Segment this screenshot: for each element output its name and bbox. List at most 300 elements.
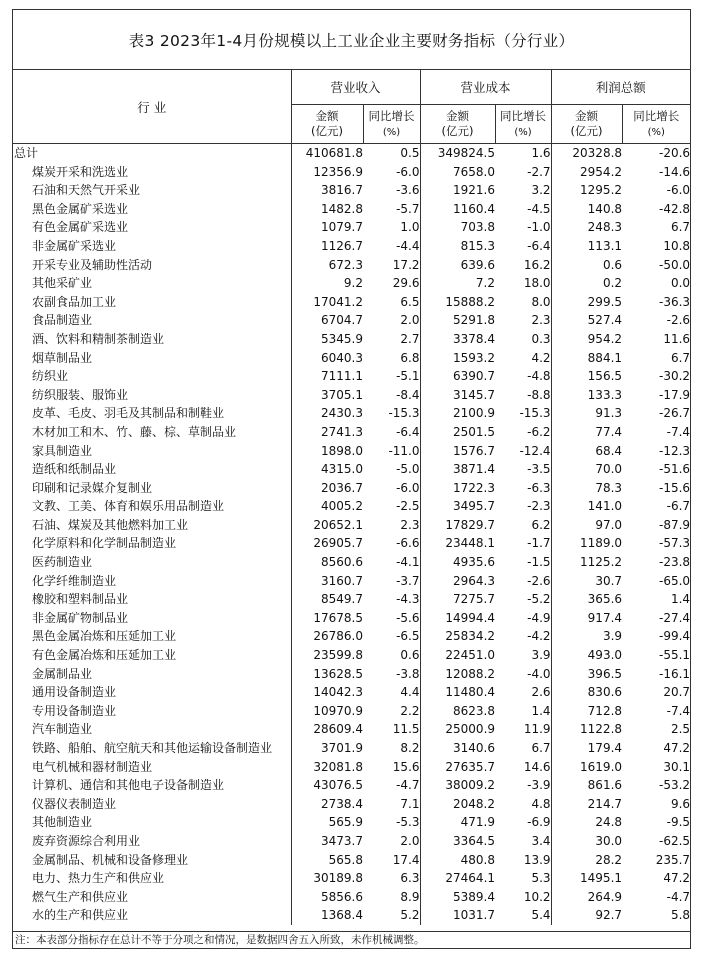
cell-profit: 77.4 [551,423,622,442]
industry-name: 化学原料和化学制品制造业 [13,534,291,553]
cell-profit: 0.2 [551,274,622,293]
table-row [13,274,690,293]
industry-name: 煤炭开采和洗选业 [13,163,291,182]
table-row [13,795,690,814]
cell-cost-growth: 6.7 [531,741,551,755]
cell-profit: 68.4 [551,442,622,461]
cell-profit-growth: 1.4 [670,592,691,607]
cell-profit: 30.0 [551,832,622,851]
table-row [13,181,690,200]
cell-profit-growth: -7.4 [666,424,691,439]
cell-rev-growth: -15.3 [388,406,420,421]
industry-name: 有色金属冶炼和压延加工业 [13,646,291,665]
cell-rev: 1482.8 [321,201,363,216]
cell-profit: 97.0 [551,516,622,535]
industry-name: 食品制造业 [13,311,291,330]
cell-cost-growth: -4.2 [527,629,551,644]
cell-profit-growth: -15.6 [658,480,691,495]
cell-cost-growth: 1.4 [531,703,551,718]
table-row [13,516,690,535]
revenue-amount-header: 金额 (亿元) [291,105,363,144]
cell-profit-growth: 0.0 [670,276,691,291]
cell-cost: 5291.8 [420,311,495,330]
cell-rev: 30189.8 [313,871,363,886]
table-row [13,404,690,423]
cell-cost: 25000.9 [420,720,495,739]
cell-rev: 5856.6 [321,889,363,904]
cell-rev-growth: -6.4 [396,424,420,439]
cell-rev-growth: -5.3 [396,815,420,830]
cell-rev-growth: 8.9 [400,889,420,904]
cell-rev: 26905.7 [313,536,363,551]
cell-cost: 3140.6 [420,739,495,758]
cell-profit: 396.5 [551,665,622,684]
cell-cost-growth: 5.4 [531,908,551,923]
cell-cost: 349824.5 [420,144,495,163]
cell-profit-growth: -2.6 [666,313,691,328]
cell-rev: 2738.4 [321,796,363,811]
cell-rev-growth: 2.0 [400,833,420,848]
cell-rev: 565.9 [328,815,363,830]
cell-rev-growth: 7.1 [400,796,420,811]
table-row [13,497,690,516]
industry-name: 其他采矿业 [13,274,291,293]
table-row [13,776,690,795]
cell-profit: 133.3 [551,386,622,405]
cell-profit-growth: -4.7 [666,889,691,904]
cell-cost: 12088.2 [420,665,495,684]
cell-cost-growth: -12.4 [519,443,551,458]
industry-name: 纺织服装、服饰业 [13,386,291,405]
table-row [13,832,690,851]
table-row [13,330,690,349]
footnote: 注：本表部分指标存在总计不等于分项之和情况，是数据四舍五入所致，未作机械调整。 [13,931,690,948]
cell-rev: 17041.2 [313,294,363,309]
cell-cost: 1031.7 [420,906,495,925]
cell-rev: 1079.7 [321,220,363,235]
table-row [13,218,690,237]
cell-rev: 13628.5 [313,666,363,681]
industry-name: 仪器仪表制造业 [13,795,291,814]
cell-cost-growth: -6.9 [527,815,551,830]
cell-cost: 2048.2 [420,795,495,814]
cell-profit: 92.7 [551,906,622,925]
cell-rev: 20652.1 [313,517,363,532]
cell-rev-growth: -4.1 [396,555,420,570]
cell-cost: 2501.5 [420,423,495,442]
industry-name: 农副食品加工业 [13,293,291,312]
cell-rev-growth: 6.8 [400,350,420,365]
cell-profit: 28.2 [551,851,622,870]
cell-profit-growth: 47.2 [663,741,691,755]
table-row [13,367,690,386]
cell-profit: 78.3 [551,479,622,498]
industry-name: 烟草制品业 [13,349,291,368]
cell-rev: 5345.9 [321,331,363,346]
cell-rev: 2430.3 [321,406,363,421]
cell-rev: 410681.8 [305,146,363,160]
profit-amount-header: 金额 (亿元) [551,105,622,144]
cell-rev-growth: -4.3 [396,592,420,607]
table-row [13,163,690,182]
cell-profit-growth: -57.3 [658,536,691,551]
cell-profit-growth: -6.0 [666,183,691,198]
cell-rev: 4005.2 [321,499,363,514]
cell-profit-growth: -53.2 [658,778,691,793]
table-row [13,386,690,405]
cell-cost-growth: 11.9 [523,722,551,737]
cell-profit: 156.5 [551,367,622,386]
industry-name: 计算机、通信和其他电子设备制造业 [13,776,291,795]
cell-profit-growth: -51.6 [658,462,691,477]
cell-cost: 5389.4 [420,888,495,907]
cell-cost-growth: -3.5 [527,462,551,477]
cell-cost: 8623.8 [420,702,495,721]
cell-rev-growth: -5.0 [396,462,420,477]
industry-name: 文教、工美、体育和娱乐用品制造业 [13,497,291,516]
cell-profit: 20328.8 [551,144,622,163]
cell-rev-growth: 1.0 [400,220,420,235]
table-row [13,720,690,739]
table-row [13,813,690,832]
cell-profit-growth: 5.8 [670,908,691,923]
table-row [13,460,690,479]
cell-cost: 1722.3 [420,479,495,498]
cell-rev: 8549.7 [321,592,363,607]
cell-profit-growth: -17.9 [658,387,691,402]
table-row [13,423,690,442]
industry-name: 金属制品、机械和设备修理业 [13,851,291,870]
table-row [13,237,690,256]
cell-cost-growth: -2.3 [527,499,551,514]
cell-rev-growth: -4.7 [396,778,420,793]
cell-cost-growth: -8.8 [527,387,551,402]
financial-table [13,70,690,925]
table-row [13,758,690,777]
cell-profit: 140.8 [551,200,622,219]
table-row [13,627,690,646]
table-row [13,851,690,870]
cell-profit: 712.8 [551,702,622,721]
cell-cost: 4935.6 [420,553,495,572]
cell-profit-growth: -50.0 [658,257,691,272]
cell-rev: 1368.4 [321,908,363,923]
cell-profit-growth: 30.1 [663,759,691,774]
industry-name: 皮革、毛皮、羽毛及其制品和制鞋业 [13,404,291,423]
cell-rev-growth: 2.3 [400,517,420,532]
cell-cost-growth: 5.3 [531,871,551,886]
cell-rev-growth: -11.0 [388,443,420,458]
cell-rev: 26786.0 [313,629,363,644]
cell-profit: 527.4 [551,311,622,330]
industry-name: 非金属矿物制品业 [13,609,291,628]
cell-profit: 365.6 [551,590,622,609]
table-row [13,442,690,461]
cell-profit-growth: -42.8 [658,201,691,216]
cell-rev: 3816.7 [321,183,363,198]
cell-profit: 141.0 [551,497,622,516]
cell-profit-growth: -14.6 [658,164,691,179]
table-row [13,200,690,219]
cell-rev-growth: 17.2 [392,257,420,272]
cell-profit: 830.6 [551,683,622,702]
industry-name: 化学纤维制造业 [13,572,291,591]
cell-rev: 3160.7 [321,573,363,588]
cell-profit-growth: -20.6 [658,146,691,160]
cell-rev-growth: -5.7 [396,201,420,216]
industry-name: 通用设备制造业 [13,683,291,702]
table-row [13,590,690,609]
table-row [13,479,690,498]
cell-rev: 3705.1 [321,387,363,402]
cell-profit-growth: -23.8 [658,555,691,570]
cell-rev-growth: -3.6 [396,183,420,198]
cell-cost-growth: 13.9 [523,852,551,867]
cell-rev-growth: 11.5 [392,722,420,737]
cell-profit: 1122.8 [551,720,622,739]
cell-profit: 179.4 [551,739,622,758]
cell-profit-growth: 10.8 [663,238,691,253]
cell-cost-growth: -2.6 [527,573,551,588]
cell-cost-growth: 2.3 [531,313,551,328]
cell-profit-growth: 47.2 [663,871,691,886]
cell-cost: 27464.1 [420,869,495,888]
cell-cost: 22451.0 [420,646,495,665]
cell-cost-growth: -6.3 [527,480,551,495]
cell-cost: 11480.4 [420,683,495,702]
cell-cost-growth: -6.2 [527,424,551,439]
cell-cost: 3871.4 [420,460,495,479]
industry-name: 木材加工和木、竹、藤、棕、草制品业 [13,423,291,442]
cell-rev: 10970.9 [313,703,363,718]
cell-cost-growth: 3.4 [531,833,551,848]
industry-name: 非金属矿采选业 [13,237,291,256]
table-row [13,888,690,907]
cell-profit: 861.6 [551,776,622,795]
cell-profit: 264.9 [551,888,622,907]
cell-profit-growth: 6.7 [670,350,691,365]
cell-rev: 4315.0 [321,462,363,477]
cell-profit-growth: -26.7 [658,406,691,421]
table-row [13,739,690,758]
industry-name: 印刷和记录媒介复制业 [13,479,291,498]
industry-name: 汽车制造业 [13,720,291,739]
cell-cost: 38009.2 [420,776,495,795]
cell-profit-growth: 235.7 [655,852,691,867]
industry-name: 家具制造业 [13,442,291,461]
industry-name: 燃气生产和供应业 [13,888,291,907]
cell-rev: 2741.3 [321,424,363,439]
table-row [13,683,690,702]
cell-rev-growth: 0.5 [400,146,420,160]
cell-rev-growth: 6.5 [400,294,420,309]
cell-cost: 15888.2 [420,293,495,312]
cell-cost-growth: 18.0 [523,276,551,291]
cell-profit: 3.9 [551,627,622,646]
report-frame [12,9,691,949]
cell-cost-growth: -15.3 [519,406,551,421]
cell-profit-growth: -36.3 [658,294,691,309]
cell-cost: 703.8 [420,218,495,237]
cell-cost-growth: -1.0 [527,220,551,235]
cell-cost: 1593.2 [420,349,495,368]
cell-cost-growth: 8.0 [531,294,551,309]
cell-cost-growth: -4.9 [527,610,551,625]
cell-profit: 1619.0 [551,758,622,777]
table-title: 表3 2023年1-4月份规模以上工业企业主要财务指标（分行业） [13,10,690,70]
cell-rev-growth: -3.7 [396,573,420,588]
industry-name: 其他制造业 [13,813,291,832]
cell-cost: 23448.1 [420,534,495,553]
industry-name: 金属制品业 [13,665,291,684]
cell-cost: 815.3 [420,237,495,256]
cell-rev-growth: 2.2 [400,703,420,718]
cell-profit: 493.0 [551,646,622,665]
industry-name: 水的生产和供应业 [13,906,291,925]
cell-cost-growth: 4.8 [531,796,551,811]
cell-cost-growth: -2.7 [527,164,551,179]
cost-header: 营业成本 [420,70,551,105]
cell-cost: 2100.9 [420,404,495,423]
cell-cost-growth: 6.2 [531,517,551,532]
cell-profit-growth: -27.4 [658,610,691,625]
cell-cost: 3495.7 [420,497,495,516]
cell-cost-growth: -4.5 [527,201,551,216]
table-row [13,702,690,721]
industry-name: 电力、热力生产和供应业 [13,869,291,888]
cell-cost-growth: -6.4 [527,238,551,253]
cell-rev: 6040.3 [321,350,363,365]
cell-profit: 113.1 [551,237,622,256]
cell-profit: 917.4 [551,609,622,628]
cell-rev-growth: -6.0 [396,164,420,179]
cell-profit-growth: 9.6 [670,796,691,811]
cell-cost-growth: -3.9 [527,778,551,793]
cell-cost-growth: 3.9 [531,648,551,663]
cell-rev: 3473.7 [321,833,363,848]
cell-cost-growth: 4.2 [531,350,551,365]
profit-growth-header: 同比增长 (%) [622,105,690,144]
industry-name: 废弃资源综合利用业 [13,832,291,851]
cell-cost-growth: -4.8 [527,369,551,384]
cell-profit: 0.6 [551,256,622,275]
industry-name: 黑色金属冶炼和压延加工业 [13,627,291,646]
table-row [13,349,690,368]
cell-profit: 248.3 [551,218,622,237]
cell-cost-growth: -5.2 [527,592,551,607]
cell-rev-growth: -8.4 [396,387,420,402]
cell-cost: 17829.7 [420,516,495,535]
industry-name: 石油和天然气开采业 [13,181,291,200]
cell-profit: 24.8 [551,813,622,832]
table-row [13,293,690,312]
cell-cost: 7.2 [420,274,495,293]
cell-cost: 3145.7 [420,386,495,405]
industry-name: 酒、饮料和精制茶制造业 [13,330,291,349]
cell-rev-growth: -5.1 [396,369,420,384]
cell-profit-growth: -99.4 [658,629,691,644]
cell-rev-growth: -5.6 [396,610,420,625]
cell-profit-growth: -6.7 [666,499,691,514]
cell-rev: 17678.5 [313,610,363,625]
revenue-growth-header: 同比增长 (%) [363,105,420,144]
cell-profit: 214.7 [551,795,622,814]
cell-profit-growth: -87.9 [658,517,691,532]
industry-name: 橡胶和塑料制品业 [13,590,291,609]
cell-rev: 14042.3 [313,685,363,700]
cell-rev-growth: 29.6 [392,276,420,291]
cell-profit-growth: -65.0 [658,573,691,588]
cell-profit-growth: -30.2 [658,369,691,384]
industry-name: 医药制造业 [13,553,291,572]
cell-rev: 565.8 [328,852,363,867]
cell-cost-growth: 10.2 [523,889,551,904]
cost-amount-header: 金额 (亿元) [420,105,495,144]
cell-cost: 3378.4 [420,330,495,349]
cell-rev: 7111.1 [321,369,363,384]
revenue-header: 营业收入 [291,70,420,105]
cell-rev: 1898.0 [321,443,363,458]
cell-profit-growth: 11.6 [663,331,691,346]
cell-rev: 1126.7 [321,238,363,253]
industry-name: 电气机械和器材制造业 [13,758,291,777]
table-row [13,144,690,163]
cell-profit-growth: -7.4 [666,703,691,718]
cell-rev-growth: -6.0 [396,480,420,495]
industry-name: 石油、煤炭及其他燃料加工业 [13,516,291,535]
industry-header: 行 业 [13,70,291,144]
industry-name: 黑色金属矿采选业 [13,200,291,219]
cell-cost: 1576.7 [420,442,495,461]
cell-rev-growth: 4.4 [400,685,420,700]
cell-cost-growth: 3.2 [531,183,551,198]
table-row [13,906,690,925]
cell-rev: 672.3 [328,257,363,272]
cell-cost: 7275.7 [420,590,495,609]
cell-profit-growth: -9.5 [666,815,691,830]
cell-rev-growth: 8.2 [400,741,420,755]
cell-profit: 299.5 [551,293,622,312]
cell-rev-growth: -6.6 [396,536,420,551]
cell-rev-growth: 15.6 [392,759,420,774]
cell-profit: 1125.2 [551,553,622,572]
cell-profit: 954.2 [551,330,622,349]
cell-profit-growth: -12.3 [658,443,691,458]
cell-cost-growth: -1.5 [527,555,551,570]
profit-header: 利润总额 [551,70,690,105]
industry-name: 专用设备制造业 [13,702,291,721]
cell-profit: 1495.1 [551,869,622,888]
cell-cost-growth: 14.6 [523,759,551,774]
table-row [13,665,690,684]
cell-cost: 1921.6 [420,181,495,200]
industry-name: 铁路、船舶、航空航天和其他运输设备制造业 [13,739,291,758]
table-row [13,572,690,591]
cell-cost: 27635.7 [420,758,495,777]
table-row [13,646,690,665]
cell-rev: 12356.9 [313,164,363,179]
cell-profit-growth: 20.7 [663,685,691,700]
cell-profit: 884.1 [551,349,622,368]
cell-profit-growth: 2.5 [670,722,691,737]
cell-rev-growth: -4.4 [396,238,420,253]
cell-profit-growth: -55.1 [658,648,691,663]
cell-cost: 2964.3 [420,572,495,591]
cell-rev: 9.2 [343,276,363,291]
cell-rev-growth: 2.7 [400,331,420,346]
cell-profit-growth: 6.7 [670,220,691,235]
cell-profit: 91.3 [551,404,622,423]
